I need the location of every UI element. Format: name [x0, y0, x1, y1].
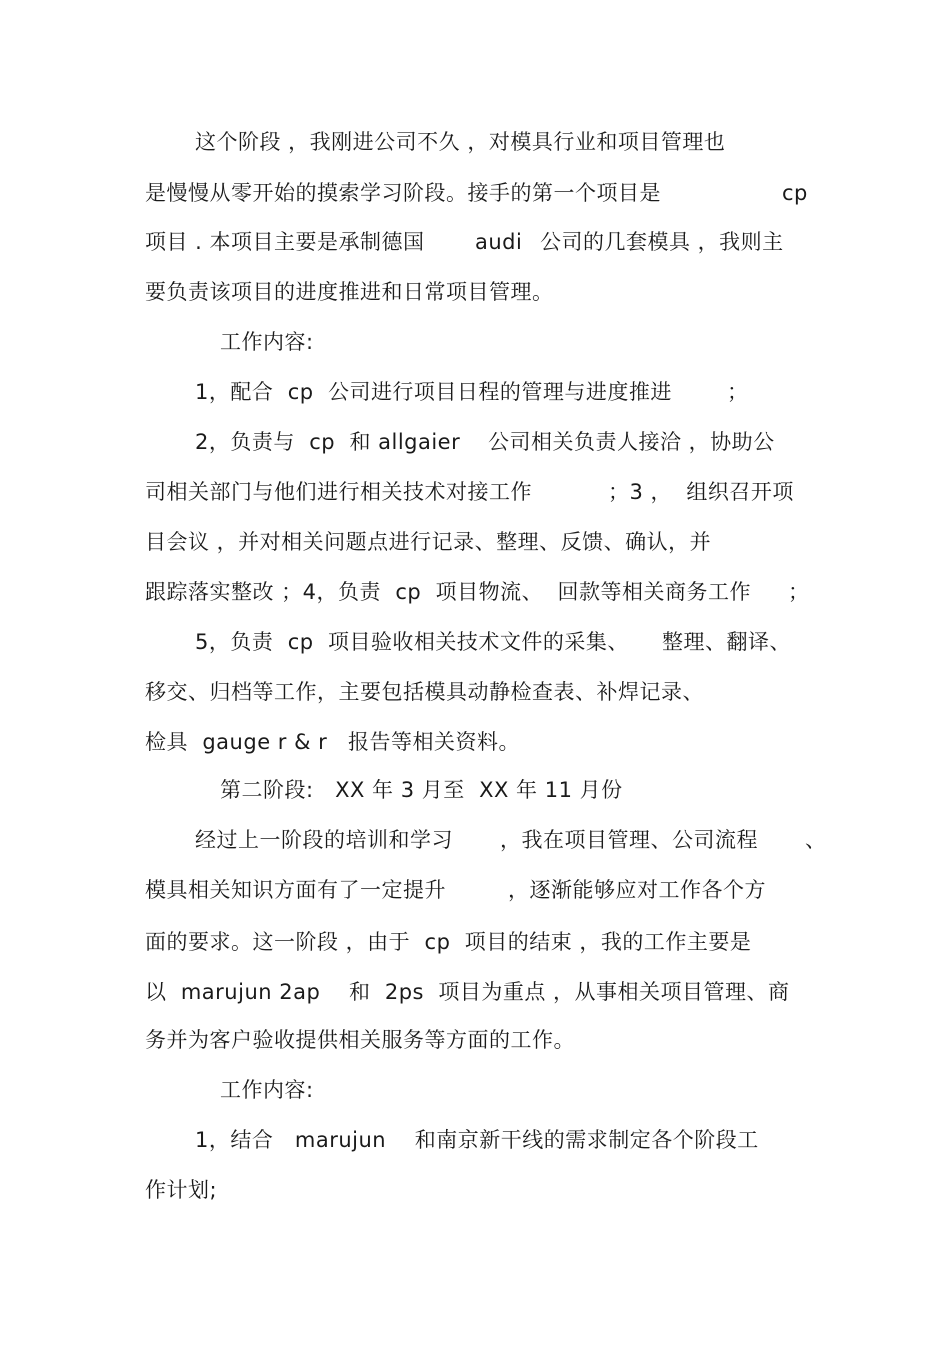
section-heading: 第二阶段: XX 年 3 月至 XX 年 11 月份 — [220, 778, 623, 802]
text-line: 跟踪落实整改 ；4，负责 cp 项目物流、 回款等相关商务工作 — [145, 580, 751, 604]
text-line: 整理、翻译、 — [662, 630, 791, 654]
text-line: 5，负责 cp 项目验收相关技术文件的采集、 — [195, 630, 629, 654]
text-line: 移交、归档等工作，主要包括模具动静检查表、补焊记录、 — [145, 680, 704, 704]
text-line: 检具 gauge r & r — [145, 730, 328, 754]
text-line: 1，结合 marujun 和南京新干线的需求制定各个阶段工 — [195, 1128, 759, 1152]
text-line: 公司相关负责人接洽 ，协助公 — [488, 430, 775, 454]
text-line: ； — [788, 580, 810, 604]
text-line: 这个阶段 ，我刚进公司不久 ，对模具行业和项目管理也 — [195, 130, 726, 154]
text-line: ，我在项目管理、公司流程 — [500, 828, 758, 852]
text-line: ；3 ， 组织召开项 — [608, 480, 794, 504]
text-line: cp — [782, 181, 808, 205]
text-line: 1，配合 cp 公司进行项目日程的管理与进度推进 — [195, 380, 672, 404]
text-line: 经过上一阶段的培训和学习 — [195, 828, 453, 852]
text-line: 面的要求。这一阶段 ，由于 cp 项目的结束 ，我的工作主要是 — [145, 930, 752, 954]
text-line: 以 marujun 2ap 和 2ps 项目为重点 ，从事相关项目管理、商 — [145, 980, 790, 1004]
text-line: 2，负责与 cp 和 allgaier — [195, 430, 461, 454]
section-label: 工作内容: — [220, 1078, 314, 1102]
text-line: 、 — [805, 828, 827, 852]
text-line: audi — [475, 230, 523, 254]
text-line: ，逐渐能够应对工作各个方 — [508, 878, 766, 902]
text-line: 公司的几套模具 ，我则主 — [540, 230, 784, 254]
text-line: ； — [727, 380, 749, 404]
text-line: 项目 . 本项目主要是承制德国 — [145, 230, 425, 254]
text-line: 是慢慢从零开始的摸索学习阶段。接手的第一个项目是 — [145, 181, 661, 205]
text-line: 司相关部门与他们进行相关技术对接工作 — [145, 480, 532, 504]
section-label: 工作内容: — [220, 330, 314, 354]
text-line: 模具相关知识方面有了一定提升 — [145, 878, 446, 902]
text-line: 目会议 ，并对相关问题点进行记录、整理、反馈、确认，并 — [145, 530, 712, 554]
text-line: 报告等相关资料。 — [348, 730, 520, 754]
text-line: 要负责该项目的进度推进和日常项目管理。 — [145, 280, 554, 304]
text-line: 务并为客户验收提供相关服务等方面的工作。 — [145, 1028, 575, 1052]
text-line: 作计划; — [145, 1178, 218, 1202]
